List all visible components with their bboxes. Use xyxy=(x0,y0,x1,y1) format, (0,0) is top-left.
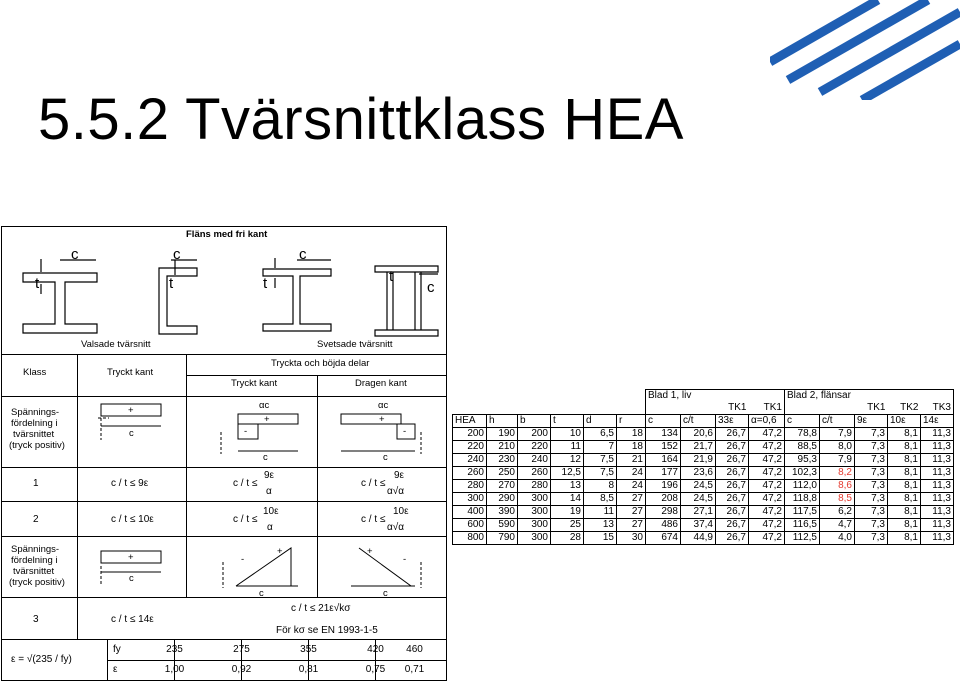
eps-label: ε xyxy=(113,664,118,675)
dim-c-label: c xyxy=(383,452,388,463)
table-cell: 7,3 xyxy=(855,493,888,506)
table-cell: 15 xyxy=(584,532,617,545)
table-cell: 196 xyxy=(646,480,681,493)
table-cell: 800 xyxy=(453,532,487,545)
table-cell: 21 xyxy=(617,454,646,467)
table-cell: 11,3 xyxy=(921,441,954,454)
table-row xyxy=(453,441,954,454)
table-cell: 8,1 xyxy=(888,480,921,493)
epsilon-formula: ε = √(235 / fy) xyxy=(11,654,72,665)
dim-c-label: c xyxy=(129,573,134,584)
figure-header: Fläns med fri kant xyxy=(186,229,268,240)
table-cell: 230 xyxy=(487,454,518,467)
column-header: t xyxy=(551,415,584,428)
rolled-sections-label: Valsade tvärsnitt xyxy=(81,339,151,350)
class-2-tryckt: c / t ≤ 10ε xyxy=(111,514,154,525)
table-cell: 270 xyxy=(487,480,518,493)
table-cell: 11,3 xyxy=(921,467,954,480)
table-cell: 6,2 xyxy=(820,506,855,519)
table-cell: 21,9 xyxy=(681,454,716,467)
table-cell: 27,1 xyxy=(681,506,716,519)
table-cell: 8,1 xyxy=(888,428,921,441)
table-row xyxy=(453,480,954,493)
table-row xyxy=(453,519,954,532)
plus-sign: + xyxy=(379,414,385,425)
table-cell: 26,7 xyxy=(716,454,749,467)
table-cell: 112,0 xyxy=(785,480,820,493)
table-group-header-row xyxy=(453,390,954,403)
profile-t-label: t xyxy=(389,268,394,285)
table-row xyxy=(453,532,954,545)
table-cell: 11,3 xyxy=(921,454,954,467)
table-cell: 102,3 xyxy=(785,467,820,480)
table-cell: 117,5 xyxy=(785,506,820,519)
table-cell: 47,2 xyxy=(749,467,785,480)
table-cell: 7,9 xyxy=(820,454,855,467)
table-cell: 11,3 xyxy=(921,480,954,493)
class-3-tryckt: c / t ≤ 14ε xyxy=(111,614,154,625)
table-cell: 177 xyxy=(646,467,681,480)
hea-table xyxy=(452,389,954,545)
table-cell: 26,7 xyxy=(716,441,749,454)
table-cell: 12,5 xyxy=(551,467,584,480)
table-cell: 26,7 xyxy=(716,519,749,532)
classification-figure xyxy=(1,226,447,681)
table-cell: 8,5 xyxy=(584,493,617,506)
profile-t-label: t xyxy=(263,275,268,292)
table-class-header-row xyxy=(453,402,954,415)
table-cell: 300 xyxy=(518,506,551,519)
table-cell: 790 xyxy=(487,532,518,545)
fy-value: 275 xyxy=(233,644,250,655)
class-2-frac-den: α xyxy=(267,522,273,533)
class-1-frac-num: 9ε xyxy=(394,470,405,481)
plus-sign: + xyxy=(367,546,373,557)
column-header: c/t xyxy=(681,415,716,428)
fy-value: 420 xyxy=(367,644,384,655)
col-klass: Klass xyxy=(23,367,47,378)
table-cell: 12 xyxy=(551,454,584,467)
table-cell: 8 xyxy=(584,480,617,493)
table-cell: 78,8 xyxy=(785,428,820,441)
profile-c-label: c xyxy=(427,279,435,296)
fy-value: 460 xyxy=(406,644,423,655)
table-cell: 486 xyxy=(646,519,681,532)
table-cell: 8,5 xyxy=(820,493,855,506)
table-cell: 24 xyxy=(617,480,646,493)
table-cell: 7,5 xyxy=(584,454,617,467)
table-cell: 28 xyxy=(551,532,584,545)
table-cell: 25 xyxy=(551,519,584,532)
table-cell: 47,2 xyxy=(749,493,785,506)
column-header: HEA xyxy=(453,415,487,428)
dim-c-label: c xyxy=(129,428,134,439)
class-1-ct-prefix: c / t ≤ xyxy=(361,478,386,489)
table-cell: 164 xyxy=(646,454,681,467)
table-cell: 4,7 xyxy=(820,519,855,532)
table-cell: 8,1 xyxy=(888,454,921,467)
table-cell: 10 xyxy=(551,428,584,441)
table-cell: 11,3 xyxy=(921,493,954,506)
plus-sign: + xyxy=(128,552,134,563)
table-cell: 47,2 xyxy=(749,454,785,467)
class-1-frac-num: 9ε xyxy=(264,470,275,481)
table-cell: 6,5 xyxy=(584,428,617,441)
table-cell: 47,2 xyxy=(749,519,785,532)
table-cell: 220 xyxy=(453,441,487,454)
table-cell: 200 xyxy=(453,428,487,441)
table-cell: 13 xyxy=(584,519,617,532)
table-cell: 24,5 xyxy=(681,493,716,506)
table-cell: 23,6 xyxy=(681,467,716,480)
figure-lines xyxy=(1,226,447,681)
plus-sign: + xyxy=(264,414,270,425)
table-row xyxy=(453,467,954,480)
table-cell: 590 xyxy=(487,519,518,532)
table-cell: 7,3 xyxy=(855,428,888,441)
stress-label-line: Spännings- xyxy=(11,544,60,555)
column-header: 10ε xyxy=(888,415,921,428)
table-row xyxy=(453,454,954,467)
table-cell: 7,3 xyxy=(855,532,888,545)
table-cell: 152 xyxy=(646,441,681,454)
class-1-frac-den: α√α xyxy=(387,486,405,497)
eps-value: 0,75 xyxy=(365,664,386,675)
class-2-frac-num: 10ε xyxy=(263,506,279,517)
table-cell: 8,1 xyxy=(888,519,921,532)
stress-label-line: fördelning i xyxy=(11,555,58,566)
table-cell: 7,9 xyxy=(820,428,855,441)
class-3-formula: c / t ≤ 21ε√kσ xyxy=(291,603,351,614)
table-cell: 13 xyxy=(551,480,584,493)
table-cell: 240 xyxy=(453,454,487,467)
table-cell: 300 xyxy=(518,532,551,545)
table-cell: 24,5 xyxy=(681,480,716,493)
column-header: b xyxy=(518,415,551,428)
table-cell: 26,7 xyxy=(716,467,749,480)
table-cell: 27 xyxy=(617,519,646,532)
eps-value: 0,81 xyxy=(298,664,319,675)
class-header: TK1 xyxy=(855,402,888,415)
table-cell: 26,7 xyxy=(716,493,749,506)
table-cell: 260 xyxy=(518,467,551,480)
col-tryckta-bojda: Tryckta och böjda delar xyxy=(271,358,370,369)
table-cell: 11,3 xyxy=(921,428,954,441)
minus-sign: - xyxy=(403,426,407,437)
table-cell: 24 xyxy=(617,467,646,480)
fy-value: 355 xyxy=(300,644,317,655)
table-cell: 200 xyxy=(518,428,551,441)
table-cell: 26,7 xyxy=(716,506,749,519)
table-cell: 8,2 xyxy=(820,467,855,480)
column-header: c xyxy=(785,415,820,428)
welded-sections-label: Svetsade tvärsnitt xyxy=(317,339,393,350)
table-cell: 7,3 xyxy=(855,454,888,467)
profile-t-label: t xyxy=(35,275,40,292)
class-3-note: För kσ se EN 1993-1-5 xyxy=(276,625,378,636)
dim-c-label: c xyxy=(383,588,388,599)
table-cell: 208 xyxy=(646,493,681,506)
table-cell: 134 xyxy=(646,428,681,441)
table-cell: 210 xyxy=(487,441,518,454)
table-cell: 88,5 xyxy=(785,441,820,454)
fy-label: fy xyxy=(113,644,121,655)
table-cell: 112,5 xyxy=(785,532,820,545)
table-cell: 190 xyxy=(487,428,518,441)
table-cell: 390 xyxy=(487,506,518,519)
table-cell: 95,3 xyxy=(785,454,820,467)
plus-sign: + xyxy=(128,405,134,416)
stress-label-line: fördelning i xyxy=(11,418,58,429)
table-cell: 674 xyxy=(646,532,681,545)
table-cell: 18 xyxy=(617,428,646,441)
table-cell: 44,9 xyxy=(681,532,716,545)
column-header: 14ε xyxy=(921,415,954,428)
table-cell: 7,3 xyxy=(855,467,888,480)
profile-c-label: c xyxy=(173,246,181,263)
table-cell: 8,1 xyxy=(888,506,921,519)
table-row xyxy=(453,493,954,506)
table-cell: 600 xyxy=(453,519,487,532)
table-row xyxy=(453,428,954,441)
minus-sign: - xyxy=(403,554,407,565)
column-header: r xyxy=(617,415,646,428)
table-cell: 11 xyxy=(551,441,584,454)
column-header: d xyxy=(584,415,617,428)
class-1-tryckt: c / t ≤ 9ε xyxy=(111,478,149,489)
table-cell: 240 xyxy=(518,454,551,467)
table-cell: 118,8 xyxy=(785,493,820,506)
class-2-frac-num: 10ε xyxy=(393,506,409,517)
table-cell: 220 xyxy=(518,441,551,454)
minus-sign: - xyxy=(241,554,245,565)
table-cell: 116,5 xyxy=(785,519,820,532)
table-column-header-row xyxy=(453,415,954,428)
class-header: TK2 xyxy=(888,402,921,415)
table-cell: 300 xyxy=(518,493,551,506)
group-header-blad2: Blad 2, flänsar xyxy=(785,390,954,403)
class-2-label: 2 xyxy=(33,514,39,525)
class-2-ct-prefix: c / t ≤ xyxy=(233,514,258,525)
class-1-ct-prefix: c / t ≤ xyxy=(233,478,258,489)
class-header: TK1 xyxy=(716,402,749,415)
class-header: TK1 xyxy=(749,402,785,415)
table-cell: 14 xyxy=(551,493,584,506)
table-cell: 300 xyxy=(453,493,487,506)
class-2-ct-prefix: c / t ≤ xyxy=(361,514,386,525)
table-cell: 260 xyxy=(453,467,487,480)
eps-value: 1,00 xyxy=(164,664,185,675)
table-cell: 7,3 xyxy=(855,441,888,454)
stress-label-line: Spännings- xyxy=(11,407,60,418)
eps-value: 0,92 xyxy=(231,664,252,675)
table-cell: 8,1 xyxy=(888,441,921,454)
column-header: c xyxy=(646,415,681,428)
stress-label-line: (tryck positiv) xyxy=(9,440,65,451)
eps-value: 0,71 xyxy=(404,664,425,675)
fy-value: 235 xyxy=(166,644,183,655)
class-2-frac-den: α√α xyxy=(387,522,405,533)
col-tryckt-kant: Tryckt kant xyxy=(107,367,154,378)
table-cell: 37,4 xyxy=(681,519,716,532)
table-cell: 26,7 xyxy=(716,532,749,545)
dim-c-label: c xyxy=(263,452,268,463)
class-1-label: 1 xyxy=(33,478,39,489)
alpha-c-label: αc xyxy=(378,400,389,411)
dim-c-label: c xyxy=(259,588,264,599)
table-cell: 7,5 xyxy=(584,467,617,480)
table-row xyxy=(453,506,954,519)
column-header: 33ε xyxy=(716,415,749,428)
group-header-blad1: Blad 1, liv xyxy=(646,390,785,403)
table-cell: 250 xyxy=(487,467,518,480)
table-cell: 280 xyxy=(518,480,551,493)
alpha-c-label: αc xyxy=(259,400,270,411)
table-cell: 47,2 xyxy=(749,506,785,519)
table-cell: 11,3 xyxy=(921,506,954,519)
stress-label-line: (tryck positiv) xyxy=(9,577,65,588)
table-cell: 47,2 xyxy=(749,532,785,545)
table-cell: 7 xyxy=(584,441,617,454)
table-cell: 8,1 xyxy=(888,532,921,545)
profile-c-label: c xyxy=(299,246,307,263)
corner-stripes-logo xyxy=(770,0,960,100)
table-cell: 290 xyxy=(487,493,518,506)
table-cell: 47,2 xyxy=(749,480,785,493)
table-cell: 30 xyxy=(617,532,646,545)
table-cell: 20,6 xyxy=(681,428,716,441)
table-cell: 27 xyxy=(617,506,646,519)
table-cell: 300 xyxy=(518,519,551,532)
column-header: h xyxy=(487,415,518,428)
table-cell: 26,7 xyxy=(716,480,749,493)
class-header: TK3 xyxy=(921,402,954,415)
table-cell: 47,2 xyxy=(749,441,785,454)
table-cell: 26,7 xyxy=(716,428,749,441)
column-header: α=0,6 xyxy=(749,415,785,428)
table-cell: 7,3 xyxy=(855,480,888,493)
table-cell: 8,0 xyxy=(820,441,855,454)
table-cell: 400 xyxy=(453,506,487,519)
table-cell: 280 xyxy=(453,480,487,493)
table-cell: 8,1 xyxy=(888,493,921,506)
stress-label-line: tvärsnittet xyxy=(13,566,55,577)
class-1-frac-den: α xyxy=(266,486,272,497)
table-cell: 298 xyxy=(646,506,681,519)
profile-t-label: t xyxy=(169,275,174,292)
table-cell: 4,0 xyxy=(820,532,855,545)
table-cell: 47,2 xyxy=(749,428,785,441)
column-header: 9ε xyxy=(855,415,888,428)
slide-title: 5.5.2 Tvärsnittklass HEA xyxy=(38,87,684,152)
table-cell: 11,3 xyxy=(921,519,954,532)
plus-sign: + xyxy=(277,546,283,557)
table-cell: 7,3 xyxy=(855,519,888,532)
table-cell: 8,1 xyxy=(888,467,921,480)
table-cell: 19 xyxy=(551,506,584,519)
class-3-label: 3 xyxy=(33,614,39,625)
table-cell: 21,7 xyxy=(681,441,716,454)
stress-label-line: tvärsnittet xyxy=(13,429,55,440)
table-cell: 27 xyxy=(617,493,646,506)
table-cell: 8,6 xyxy=(820,480,855,493)
column-header: c/t xyxy=(820,415,855,428)
table-cell: 11 xyxy=(584,506,617,519)
table-cell: 18 xyxy=(617,441,646,454)
table-cell: 11,3 xyxy=(921,532,954,545)
col-dragen-kant: Dragen kant xyxy=(355,378,407,389)
profile-c-label: c xyxy=(71,246,79,263)
table-cell: 7,3 xyxy=(855,506,888,519)
minus-sign: - xyxy=(244,426,248,437)
col-tryckt-kant-2: Tryckt kant xyxy=(231,378,278,389)
